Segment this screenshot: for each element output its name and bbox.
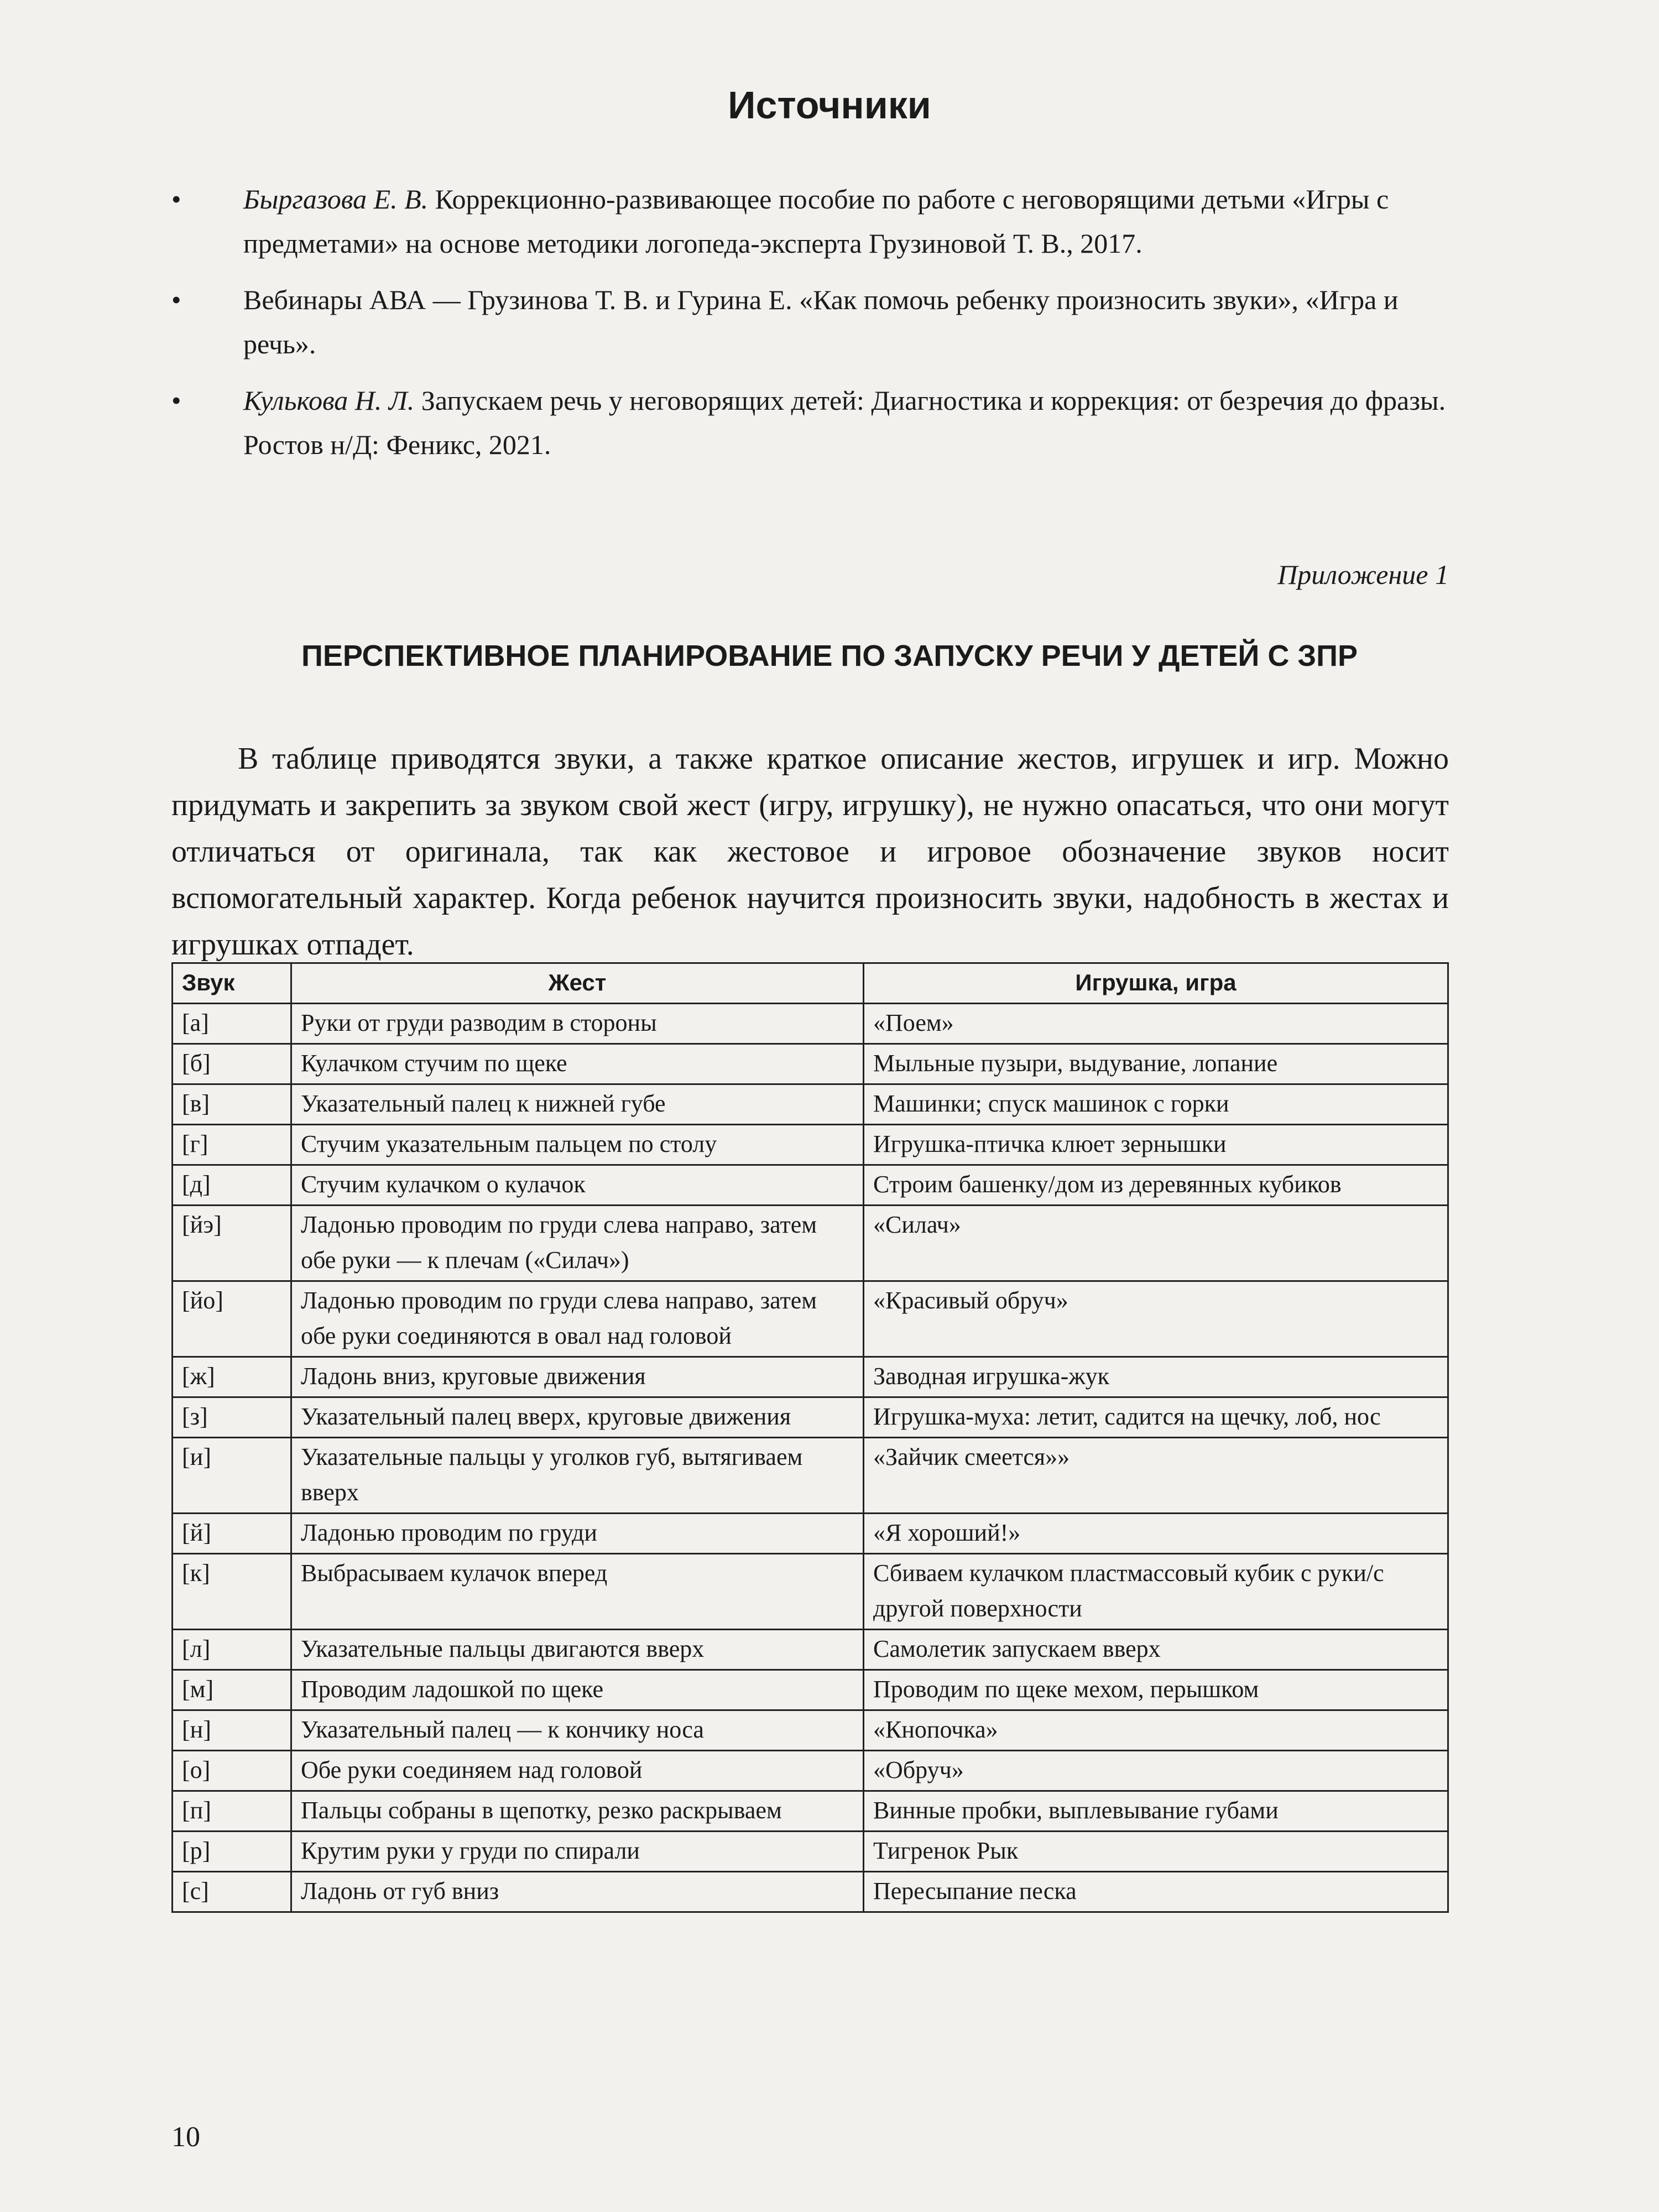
sound-cell: [м] [173, 1670, 291, 1710]
bullet-icon: • [171, 184, 181, 215]
bullet-icon: • [171, 385, 181, 416]
source-item [171, 378, 1449, 467]
toy-game-cell: Мыльные пузыри, выдувание, лопание [864, 1044, 1448, 1084]
toy-game-cell: Винные пробки, выплевывание губами [864, 1791, 1448, 1832]
sound-cell: [р] [173, 1832, 291, 1872]
source-item [171, 278, 1449, 366]
toy-game-cell: «Силач» [864, 1206, 1448, 1281]
source-item [171, 177, 1449, 265]
gesture-cell: Указательный палец вверх, круговые движения [291, 1397, 864, 1438]
header-toy-game: Игрушка, игра [864, 963, 1448, 1004]
gesture-cell: Ладонь вниз, круговые движения [291, 1357, 864, 1397]
table-row [173, 1670, 1448, 1710]
appendix-label: Приложение 1 [1277, 559, 1449, 590]
table-row [173, 1514, 1448, 1554]
sound-cell: [к] [173, 1554, 291, 1630]
toy-game-cell: Тигренок Рык [864, 1832, 1448, 1872]
table-row [173, 1872, 1448, 1912]
appendix-title: ПЕРСПЕКТИВНОЕ ПЛАНИРОВАНИЕ ПО ЗАПУСКУ РЕЧИ У ДЕТЕЙ С ЗПР [301, 639, 1358, 672]
table-row [173, 1397, 1448, 1438]
sound-cell: [йо] [173, 1281, 291, 1357]
toy-game-cell: Пересыпание песка [864, 1872, 1448, 1912]
sources-title: Источники [728, 84, 931, 127]
sound-cell: [н] [173, 1710, 291, 1751]
sound-cell: [о] [173, 1751, 291, 1791]
gesture-cell: Указательные пальцы у уголков губ, вытягиваем вверх [291, 1438, 864, 1514]
sound-cell: [д] [173, 1165, 291, 1206]
table-row [173, 1832, 1448, 1872]
intro-paragraph: В таблице приводятся звуки, а также краткое описание жестов, игрушек и игр. Можно придумать и закрепить за звуком свой жест (игру, игрушку), не нужно опасаться, что они могут отличаться от оригинала, так как жестовое и игровое обозначение звуков носит вспомогательный характер. Когда ребенок научится произносить звуки, надобность в жестах и игрушках отпадет. [171, 742, 1449, 962]
gesture-cell: Ладонь от губ вниз [291, 1872, 864, 1912]
planning-table [171, 962, 1449, 1913]
source-author: Быргазова Е. В. [243, 184, 429, 215]
sound-cell: [с] [173, 1872, 291, 1912]
table-row [173, 1206, 1448, 1281]
table-row [173, 1710, 1448, 1751]
gesture-cell: Проводим ладошкой по щеке [291, 1670, 864, 1710]
toy-game-cell: «Обруч» [864, 1751, 1448, 1791]
sound-cell: [б] [173, 1044, 291, 1084]
sound-cell: [й] [173, 1514, 291, 1554]
table-row [173, 1438, 1448, 1514]
toy-game-cell: Игрушка-птичка клюет зернышки [864, 1125, 1448, 1165]
sound-cell: [и] [173, 1438, 291, 1514]
table-body [173, 1004, 1448, 1912]
toy-game-cell: Машинки; спуск машинок с горки [864, 1084, 1448, 1125]
table-row [173, 1357, 1448, 1397]
sound-cell: [в] [173, 1084, 291, 1125]
gesture-cell: Стучим указательным пальцем по столу [291, 1125, 864, 1165]
sound-cell: [йэ] [173, 1206, 291, 1281]
toy-game-cell: «Красивый обруч» [864, 1281, 1448, 1357]
gesture-cell: Указательный палец — к кончику носа [291, 1710, 864, 1751]
table-row [173, 1165, 1448, 1206]
sound-cell: [а] [173, 1004, 291, 1044]
sound-cell: [з] [173, 1397, 291, 1438]
table-row [173, 1554, 1448, 1630]
toy-game-cell: «Зайчик смеется»» [864, 1438, 1448, 1514]
header-gesture: Жест [291, 963, 864, 1004]
source-text: Вебинары АВА — Грузинова Т. В. и Гурина Е. «Как помочь ребенку произносить звуки», «Игра и речь». [243, 284, 1399, 359]
gesture-cell: Стучим кулачком о кулачок [291, 1165, 864, 1206]
table-row [173, 1004, 1448, 1044]
toy-game-cell: «Я хороший!» [864, 1514, 1448, 1554]
gesture-cell: Ладонью проводим по груди слева направо, затем обе руки — к плечам («Силач») [291, 1206, 864, 1281]
toy-game-cell: Игрушка-муха: летит, садится на щечку, лоб, нос [864, 1397, 1448, 1438]
page-number: 10 [171, 2121, 200, 2153]
gesture-cell: Пальцы собраны в щепотку, резко раскрываем [291, 1791, 864, 1832]
bullet-icon: • [171, 284, 181, 315]
table-row [173, 1044, 1448, 1084]
sound-cell: [л] [173, 1630, 291, 1670]
table-row [173, 1791, 1448, 1832]
gesture-cell: Указательные пальцы двигаются вверх [291, 1630, 864, 1670]
toy-game-cell: Заводная игрушка-жук [864, 1357, 1448, 1397]
gesture-cell: Руки от груди разводим в стороны [291, 1004, 864, 1044]
toy-game-cell: Самолетик запускаем вверх [864, 1630, 1448, 1670]
gesture-cell: Указательный палец к нижней губе [291, 1084, 864, 1125]
gesture-cell: Обе руки соединяем над головой [291, 1751, 864, 1791]
toy-game-cell: Сбиваем кулачком пластмассовый кубик с руки/с другой поверхности [864, 1554, 1448, 1630]
source-text: Коррекционно-развивающее пособие по работе с неговорящими детьми «Игры с предметами» на основе методики логопеда-эксперта Грузиновой Т. В., 2017. [243, 184, 1389, 259]
table-row [173, 1751, 1448, 1791]
toy-game-cell: «Поем» [864, 1004, 1448, 1044]
gesture-cell: Ладонью проводим по груди слева направо, затем обе руки соединяются в овал над головой [291, 1281, 864, 1357]
toy-game-cell: Проводим по щеке мехом, перышком [864, 1670, 1448, 1710]
gesture-cell: Крутим руки у груди по спирали [291, 1832, 864, 1872]
toy-game-cell: «Кнопочка» [864, 1710, 1448, 1751]
sound-cell: [п] [173, 1791, 291, 1832]
table-row [173, 1084, 1448, 1125]
gesture-cell: Выбрасываем кулачок вперед [291, 1554, 864, 1630]
sound-cell: [ж] [173, 1357, 291, 1397]
table-row [173, 1125, 1448, 1165]
header-sound: Звук [173, 963, 291, 1004]
gesture-cell: Ладонью проводим по груди [291, 1514, 864, 1554]
sources-list [171, 177, 1449, 479]
source-author: Кулькова Н. Л. [243, 385, 415, 416]
table-row [173, 1281, 1448, 1357]
table-header-row [173, 963, 1448, 1004]
source-text: Запускаем речь у неговорящих детей: Диагностика и коррекция: от безречия до фразы. Ростов н/Д: Феникс, 2021. [243, 385, 1446, 460]
sound-cell: [г] [173, 1125, 291, 1165]
gesture-cell: Кулачком стучим по щеке [291, 1044, 864, 1084]
table-row [173, 1630, 1448, 1670]
toy-game-cell: Строим башенку/дом из деревянных кубиков [864, 1165, 1448, 1206]
